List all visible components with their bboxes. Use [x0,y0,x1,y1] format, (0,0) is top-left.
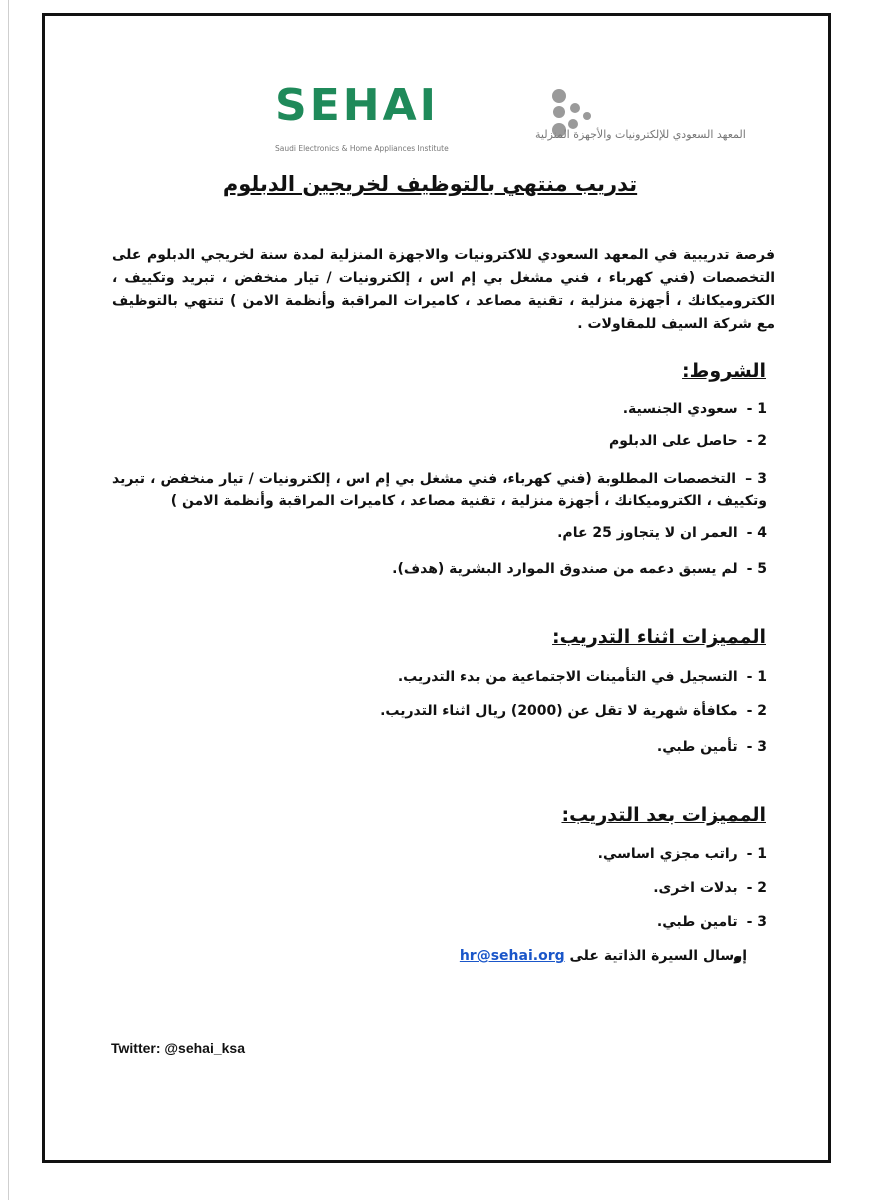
item-number: 3 - [746,739,767,755]
item-text: مكافأة شهرية لا تقل عن (2000) ريال اثناء التدريب. [380,703,738,719]
item-number: 3 – [745,471,767,487]
item-text: التسجيل في التأمينات الاجتماعية من بدء التدريب. [397,669,738,685]
condition-item [112,468,767,512]
item-text: تامين طبي. [656,914,738,930]
item-number: 3 - [746,914,767,930]
item-text: تأمين طبي. [656,739,738,755]
benefit-during-item [657,736,767,758]
logo-arabic-name: المعهد السعودي للإلكترونيات والأجهزة المنزلية [535,128,746,141]
item-text: لم يسبق دعمه من صندوق الموارد البشرية (هدف). [392,561,738,577]
condition-item [609,430,767,452]
cv-text: إرسال السيرة الذاتية على [569,948,747,964]
benefit-after-item [657,911,767,933]
benefits-during-heading: المميزات اثناء التدريب: [552,626,766,648]
item-text: التخصصات المطلوبة (فني كهرباء، فني مشغل بي إم اس ، إلكترونيات / تيار منخفض ، تبريد وتكييف ، الكتروميكانك ، أجهزة منزلية ، تقنية مصاعد ، كاميرات المراقبة وأنظمة الامن ) [112,471,767,509]
email-link[interactable]: hr@sehai.org [459,948,565,964]
intro-paragraph: فرصة تدريبية في المعهد السعودي للاكترونيات والاجهزة المنزلية لمدة سنة لخريجي الدبلوم على التخصصات (فني كهرباء ، فني مشغل بي إم اس ، إلكترونيات / تيار منخفض ، تبريد وتكييف ، الكتروميكانك ، أجهزة منزلية ، تقنية مصاعد ، كاميرات المراقبة وأنظمة الامن ) تنتهي بالتوظيف مع شركة السيف للمقاولات . [112,247,775,332]
document-title: تدريب منتهي بالتوظيف لخريجين الدبلوم [222,172,638,196]
item-number: 2 - [746,433,767,449]
benefit-after-item [653,877,767,899]
benefit-during-item [380,700,767,722]
benefits-after-heading: المميزات بعد التدريب: [561,804,766,826]
twitter-handle: Twitter: @sehai_ksa [111,1040,245,1056]
item-number: 2 - [746,703,767,719]
condition-item [392,558,767,580]
item-text: حاصل على الدبلوم [608,433,738,449]
logo-brand-text: SEHAI [275,80,439,131]
scan-edge-line [8,0,9,1200]
item-text: سعودي الجنسية. [622,401,738,417]
item-number: 4 - [746,525,767,541]
condition-item [557,522,767,544]
item-text: بدلات اخرى. [653,880,738,896]
cv-submission-line [460,948,747,964]
item-text: العمر ان لا يتجاوز 25 عام. [557,525,738,541]
item-number: 2 - [746,880,767,896]
item-number: 1 - [746,669,767,685]
sehai-logo [273,80,746,156]
item-number: 5 - [746,561,767,577]
conditions-heading: الشروط: [682,360,766,382]
logo-english-name: Saudi Electronics & Home Appliances Institute [275,144,449,153]
condition-item [623,398,767,420]
item-number: 1 - [746,401,767,417]
benefit-after-item [598,843,767,865]
item-number: 1 - [746,846,767,862]
benefit-during-item [398,666,767,688]
item-text: راتب مجزي اساسي. [597,846,738,862]
